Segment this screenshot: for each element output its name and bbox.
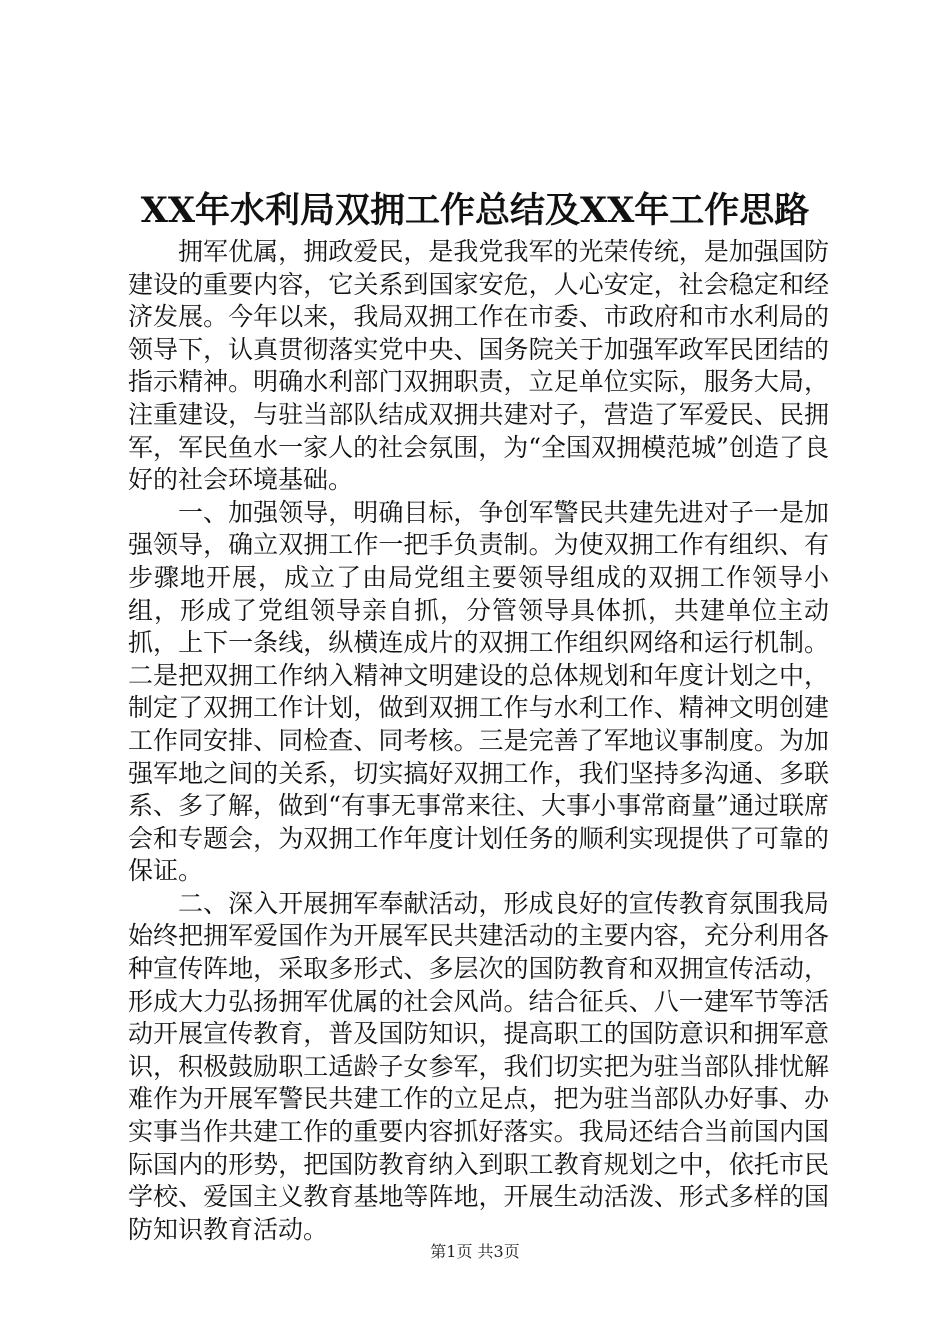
- paragraph-intro: 拥军优属，拥政爱民，是我党我军的光荣传统，是加强国防建设的重要内容，它关系到国家安危，人心安定，社会稳定和经济发展。今年以来，我局双拥工作在市委、市政府和市水利局的领导下，认真贯彻落实党中央、国务院关于加强军政军民团结的指示精神。明确水利部门双拥职责，立足单位实际，服务大局，注重建设，与驻当部队结成双拥共建对子，营造了军爱民、民拥军，军民鱼水一家人的社会氛围，为“全国双拥模范城”创造了良好的社会环境基础。: [128, 237, 829, 495]
- page-footer: [0, 1240, 950, 1264]
- paragraph-section-1: 一、加强领导，明确目标，争创军警民共建先进对子一是加强领导，确立双拥工作一把手负责制。为使双拥工作有组织、有步骤地开展，成立了由局党组主要领导组成的双拥工作领导小组，形成了党组领导亲自抓，分管领导具体抓，共建单位主动抓，上下一条线，纵横连成片的双拥工作组织网络和运行机制。二是把双拥工作纳入精神文明建设的总体规划和年度计划之中，制定了双拥工作计划，做到双拥工作与水利工作、精神文明创建工作同安排、同检查、同考核。三是完善了军地议事制度。为加强军地之间的关系，切实搞好双拥工作，我们坚持多沟通、多联系、多了解，做到“有事无事常来往、大事小事常商量”通过联席会和专题会，为双拥工作年度计划任务的顺利实现提供了可靠的保证。: [128, 497, 829, 886]
- document-body: [128, 236, 829, 1246]
- page-number: 第1页 共3页: [430, 1242, 520, 1261]
- document-title: XX年水利局双拥工作总结及XX年工作思路: [140, 190, 810, 231]
- paragraph-section-2: 二、深入开展拥军奉献活动，形成良好的宣传教育氛围我局始终把拥军爱国作为开展军民共建活动的主要内容，充分利用各种宣传阵地，采取多形式、多层次的国防教育和双拥宣传活动，形成大力弘扬拥军优属的社会风尚。结合征兵、八一建军节等活动开展宣传教育，普及国防知识，提高职工的国防意识和拥军意识，积极鼓励职工适龄子女参军，我们切实把为驻当部队排忧解难作为开展军警民共建工作的立足点，把为驻当部队办好事、办实事当作共建工作的重要内容抓好落实。我局还结合当前国内国际国内的形势，把国防教育纳入到职工教育规划之中，依托市民学校、爱国主义教育基地等阵地，开展生动活泼、形式多样的国防知识教育活动。: [128, 888, 829, 1244]
